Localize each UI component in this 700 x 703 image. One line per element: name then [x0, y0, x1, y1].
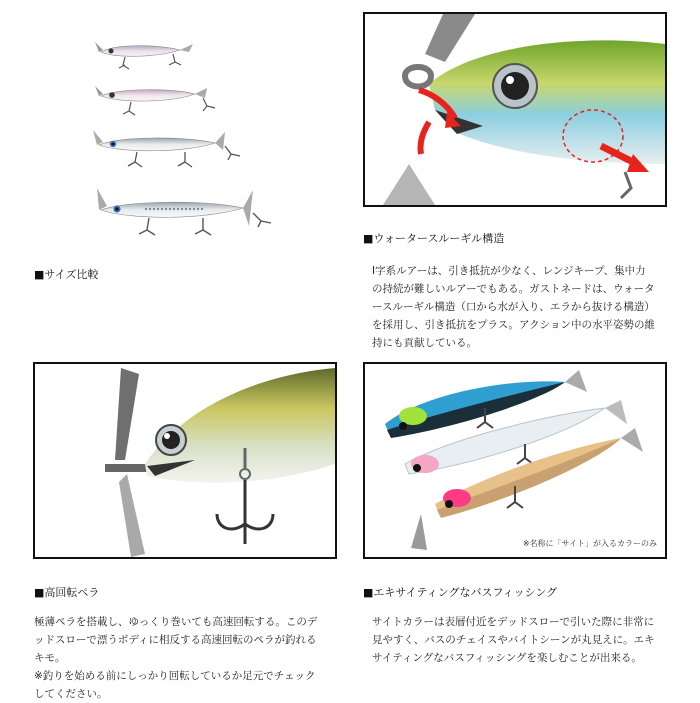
water-line-2: の持続が難しいルアーでもある。ガストネードは、ウォータ	[372, 283, 655, 295]
lure-small	[95, 42, 193, 69]
water-line-3: ースルーギル構造（口から水が入り、エラから抜ける構造）	[372, 301, 655, 313]
propeller-line-4: ※釣りを始める前にしっかり回転しているか足元でチェック	[34, 670, 316, 682]
sight-color-photo	[363, 362, 667, 559]
propeller-heading: ■高回転ペラ	[34, 586, 100, 599]
exciting-line-2: 見やすく、バスのチェイスやバイトシーンが丸見えに。エキ	[372, 634, 655, 646]
photo-caption: ※名称に「サイト」が入るカラーのみ	[522, 539, 657, 548]
water-line-1: I字系ルアーは、引き抵抗が少なく、レンジキープ、集中力	[372, 265, 646, 277]
exciting-line-3: サイティングなバスフィッシングを楽しむことが出来る。	[372, 652, 642, 664]
water-gill-heading: ■ウォータースルーギル構造	[363, 232, 505, 245]
size-comparison-heading: ■サイズ比較	[34, 268, 99, 281]
exciting-text	[372, 613, 677, 667]
water-gill-text	[372, 262, 677, 352]
gill-structure-photo	[363, 12, 667, 207]
water-line-5: 持にも貢献している。	[372, 337, 477, 349]
propeller-line-3: キモ。	[34, 652, 66, 664]
size-comparison-image	[85, 30, 295, 255]
propeller-line-1: 極薄ペラを搭載し、ゆっくり巻いても高速回転する。このデ	[34, 616, 318, 628]
propeller-photo	[33, 362, 337, 559]
propeller-text	[34, 613, 354, 703]
propeller-line-2: ッドスローで漂うボディに相反する高速回転のペラが釣れる	[34, 634, 317, 646]
water-line-4: を採用し、引き抵抗をプラス。アクション中の水平姿勢の維	[372, 319, 655, 331]
propeller-line-5: してください。	[34, 688, 108, 700]
exciting-line-1: サイトカラーは表層付近をデッドスローで引いた際に非常に	[372, 616, 655, 628]
exciting-heading: ■エキサイティングなバスフィッシング	[363, 586, 558, 599]
